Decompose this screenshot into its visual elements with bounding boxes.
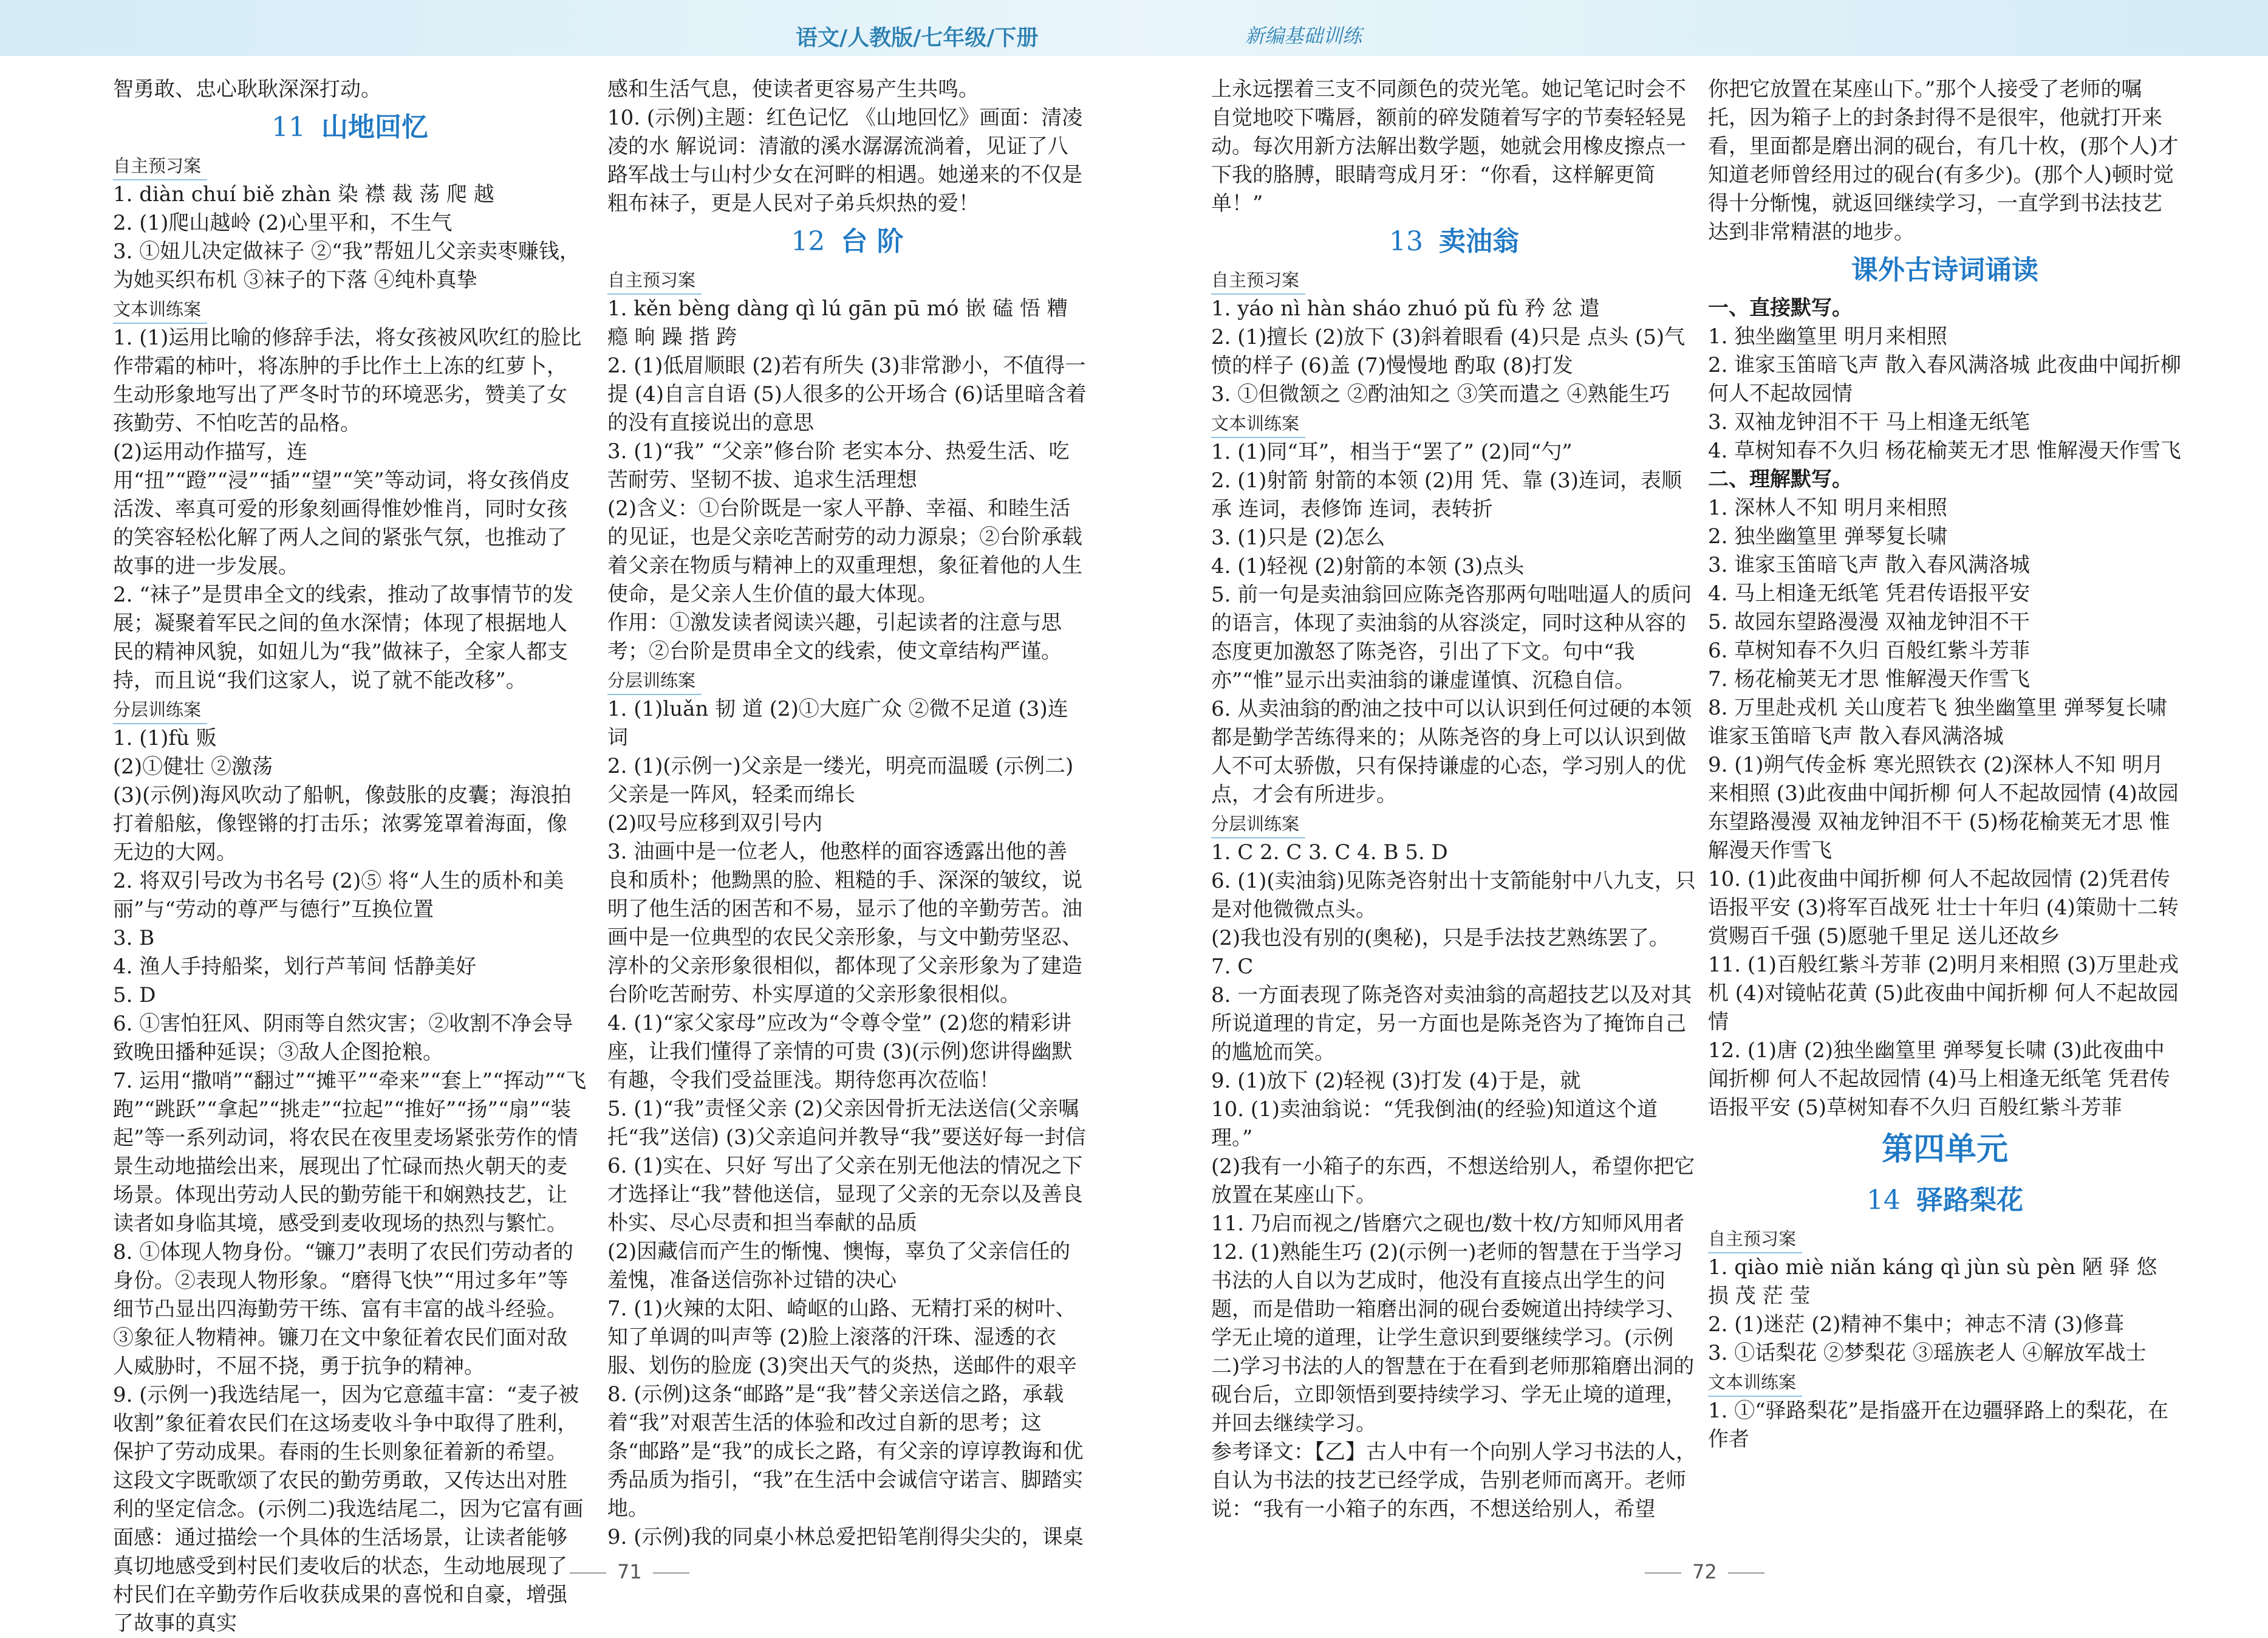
answer-line: 9. (示例)我的同桌小林总爱把铅笔削得尖尖的，课桌 — [607, 1525, 1084, 1549]
section-label: 文本训练案 — [113, 296, 207, 324]
lesson-number: 14 — [1867, 1185, 1901, 1216]
lesson-title-text: 台 阶 — [841, 226, 904, 257]
answer-line: 7. C — [1211, 954, 1254, 979]
answer-line: 6. 草树知春不久归 百般红紫斗芳菲 — [1708, 639, 2031, 663]
answer-line: 1. 独坐幽篁里 明月来相照 — [1708, 324, 1948, 349]
answer-line: 5. 前一句是卖油翁回应陈尧咨那两句咄咄逼人的质问的语言，体现了卖油翁的从容淡定，同时这种从容的态度更加激怒了陈尧咨，引出了下文。句中“我亦”“惟”显示出卖油翁的谦虚谨慎、沉稳自信。 — [1211, 583, 1692, 693]
answer-line: 2. (1)迷茫 (2)精神不集中；神志不清 (3)修葺 — [1708, 1312, 2125, 1337]
answer-line: 参考译文：【乙】古人中有一个向别人学习书法的人，自认为书法的技艺已经学成，告别老师而离开。老师说：“我有一小箱子的东西，不想送给别人，希望 — [1211, 1440, 1696, 1521]
section-label: 分层训练案 — [607, 667, 702, 695]
answer-line: 智勇敢、忠心耿耿深深打动。 — [113, 77, 381, 101]
answer-line: 8. ①体现人物身份。“镰刀”表明了农民们劳动者的身份。②表现人物形象。“磨得飞快”“用过多年”等细节凸显出四海勤劳干练、富有丰富的战斗经验。③象征人物精神。镰刀在文中象征着农民们面对敌人威胁时，不屈不挠，勇于抗争的精神。 — [113, 1240, 574, 1379]
column-4 — [1708, 75, 2182, 1454]
answer-line: 4. 草树知春不久归 杨花榆荚无才思 惟解漫天作雪飞 — [1708, 439, 2181, 463]
section-label: 文本训练案 — [1211, 410, 1305, 438]
answer-line: (2)我也没有别的(奥秘)，只是手法技艺熟练罢了。 — [1211, 926, 1670, 950]
answer-line: 5. (1)“我”责怪父亲 (2)父亲因骨折无法送信(父亲嘱托“我”送信) (3)父亲追问并教导“我”要送好每一封信 — [607, 1097, 1086, 1150]
answer-line: 9. (示例一)我选结尾一，因为它意蕴丰富：“麦子被收割”象征着农民们在这场麦收斗争中取得了胜利，保护了劳动成果。春雨的生长则象征着新的希望。这段文字既歌颂了农民的勤劳勇敢，又传达出对胜利的坚定信念。(示例二)我选结尾二，因为它富有画面感：通过描绘一个具体的生活场景，让读者能够真切地感受到村民们麦收后的状态，生动地展现了村民们在辛勤劳作后收获成果的喜悦和自豪，增强了故事的真实 — [113, 1383, 584, 1636]
answer-line: (3)(示例)海风吹动了船帆，像鼓胀的皮囊；海浪拍打着船舷，像铿锵的打击乐；浓雾笼罩着海面，像无边的大网。 — [113, 783, 572, 865]
unit-title: 第四单元 — [1881, 1131, 2008, 1168]
section-label-row — [1211, 266, 1697, 295]
section-label: 分层训练案 — [1211, 810, 1305, 838]
section-label-row — [1708, 1368, 2182, 1397]
answer-line: 2. (1)低眉顺眼 (2)若有所失 (3)非常渺小，不值得一提 (4)自言自语 (5)人很多的公开场合 (6)话里暗含着的没有直接说出的意思 — [607, 354, 1087, 435]
brand-label: 新编基础训练 — [1245, 24, 1362, 47]
answer-line: 6. (1)(卖油翁)见陈尧咨射出十支箭能射中八九支，只是对他微微点头。 — [1211, 869, 1696, 922]
answer-line: 2. (1)(示例一)父亲是一缕光，明亮而温暖 (示例二)父亲是一阵风，轻柔而绵长 — [607, 754, 1074, 807]
answer-line: 11. (1)百般红紫斗芳菲 (2)明月来相照 (3)万里赴戎机 (4)对镜帖花黄 (5)此夜曲中闻折柳 何人不起故园情 — [1708, 953, 2179, 1034]
answer-line: 2. 独坐幽篁里 弹琴复长啸 — [1708, 524, 1948, 549]
answer-line: 2. (1)射箭 射箭的本领 (2)用 凭、靠 (3)连词，表顺承 连词，表修饰 连词，表转折 — [1211, 468, 1682, 521]
section-label: 文本训练案 — [1708, 1369, 1802, 1397]
answer-line: 7. (1)火辣的太阳、崎岖的山路、无精打采的树叶、知了单调的叫声等 (2)脸上滚落的汗珠、湿透的衣服、划伤的脸庞 (3)突出天气的炎热，送邮件的艰辛 — [607, 1297, 1077, 1378]
answer-line: 3. 双袖龙钟泪不干 马上相逢无纸笔 — [1708, 410, 2031, 434]
answer-line: 12. (1)唐 (2)独坐幽篁里 弹琴复长啸 (3)此夜曲中闻折柳 何人不起故园情 (4)马上相逢无纸笔 凭君传语报平安 (5)草树知春不久归 百般红紫斗芳菲 — [1708, 1038, 2170, 1120]
answer-line: 5. 故园东望路漫漫 双袖龙钟泪不干 — [1708, 610, 2031, 634]
section-label: 自主预习案 — [607, 267, 702, 295]
answer-line: 6. (1)实在、只好 写出了父亲在别无他法的情况之下才选择让“我”替他送信，显现了父亲的无奈以及善良朴实、尽心尽责和担当奉献的品质 — [607, 1154, 1083, 1235]
section-label-row — [113, 695, 587, 724]
answer-line: 10. (1)卖油翁说：“凭我倒油(的经验)知道这个道理。” — [1211, 1097, 1658, 1150]
lesson-number: 12 — [791, 226, 825, 257]
answer-line: 7. 运用“撒哨”“翻过”“摊平”“牵来”“套上”“挥动”“飞跑”“跳跃”“拿起”“挑走”“拉起”“推好”“扬”“扇”“装起”等一系列动词，将农民在夜里麦场紧张劳作的情景生动地描绘出来，展现出了忙碌而热火朝天的麦场景。体现出劳动人民的勤劳能干和娴熟技艺，让读者如身临其境，感受到麦收现场的热烈与繁忙。 — [113, 1069, 587, 1236]
series-label: 语文/人教版/七年级/下册 — [796, 26, 1039, 50]
section-label-row — [607, 666, 1087, 695]
answer-line: 2. 将双引号改为书名号 (2)⑤ 将“人生的质朴和美丽”与“劳动的尊严与德行”互换位置 — [113, 869, 564, 922]
lesson-title — [113, 104, 587, 151]
column-3 — [1211, 75, 1697, 1524]
section-label-row — [607, 266, 1087, 295]
answer-line: 9. (1)放下 (2)轻视 (3)打发 (4)于是，就 — [1211, 1069, 1581, 1093]
answer-line: 8. 万里赴戎机 关山度若飞 独坐幽篁里 弹琴复长啸 谁家玉笛暗飞声 散入春风满洛城 — [1708, 696, 2167, 749]
answer-line: 4. 马上相逢无纸笔 凭君传语报平安 — [1708, 581, 2031, 606]
answer-line: 8. (示例)这条“邮路”是“我”替父亲送信之路，承载着“我”对艰苦生活的体验和改过自新的思考；这条“邮路”是“我”的成长之路，有父亲的谆谆教诲和优秀品质为指引，“我”在生活中会诚信守诺言、脚踏实地。 — [607, 1382, 1084, 1521]
answer-line: 1. (1)luǎn 韧 道 (2)①大庭广众 ②微不足道 (3)连词 — [607, 697, 1068, 750]
answer-line: (2)运用动作描写，连用“扭”“蹬”“浸”“插”“望”“笑”等动词，将女孩俏皮活泼、率真可爱的形象刻画得惟妙惟肖，同时女孩的笑容轻松化解了两人之间的紧张气氛，也推动了故事的进一步发展。 — [113, 440, 570, 578]
answer-line: 1. (1)运用比喻的修辞手法，将女孩被风吹红的脸比作带霜的柿叶，将冻肿的手比作土上冻的红萝卜，生动形象地写出了严冬时节的环境恶劣，赞美了女孩勤劳、不怕吃苦的品格。 — [113, 326, 582, 436]
page-number-right: 72 — [1634, 1560, 1775, 1583]
answer-line: 3. ①话梨花 ②梦梨花 ③瑶族老人 ④解放军战士 — [1708, 1341, 2147, 1365]
answer-line: 4. (1)轻视 (2)射箭的本领 (3)点头 — [1211, 554, 1525, 578]
section-heading: 一、直接默写。 — [1708, 296, 1853, 320]
section-label-row — [1211, 809, 1697, 838]
answer-line: 上永远摆着三支不同颜色的荧光笔。她记笔记时会不自觉地咬下嘴唇，额前的碎发随着写字的节奏轻轻晃动。每次用新方法解出数学题，她就会用橡皮擦点一下我的胳膊，眼睛弯成月牙：“你看，这样解更简单！” — [1211, 77, 1686, 216]
section-label-row — [1708, 1224, 2182, 1253]
answer-line: 2. “袜子”是贯串全文的线索，推动了故事情节的发展；凝聚着军民之间的鱼水深情；体现了根据地人民的精神风貌，如妞儿为“我”做袜子，全家人都支持，而且说“我们这家人，说了就不能改移”。 — [113, 583, 574, 693]
lesson-title-text: 课外古诗词诵读 — [1851, 255, 2038, 286]
answer-line: 6. 从卖油翁的酌油之技中可以认识到任何过硬的本领都是勤学苦练得来的；从陈尧咨的身上可以认识到做人不可太骄傲，只有保持谦虚的心态，学习别人的优点，才会有所进步。 — [1211, 697, 1692, 807]
answer-line: 3. (1)“我” “父亲”修台阶 老实本分、热爱生活、吃苦耐劳、坚韧不拔、追求生活理想 — [607, 439, 1070, 492]
answer-line: 3. ①但微颔之 ②酌油知之 ③笑而遣之 ④熟能生巧 — [1211, 382, 1670, 406]
answer-line: 你把它放置在某座山下。”那个人接受了老师的嘱托，因为箱子上的封条封得不是很牢，他就打开来看，里面都是磨出洞的砚台，有几十枚，(那个人)才知道老师曾经用过的砚台(有多少)。(那个人)顿时觉得十分惭愧，就返回继续学习，一直学到书法技艺达到非常精湛的地步。 — [1708, 77, 2179, 244]
lesson-title-text: 驿路梨花 — [1916, 1185, 2023, 1216]
answer-line: 1. (1)fù 贩 — [113, 726, 217, 750]
page-header-band — [0, 0, 2268, 56]
answer-line: (2)我有一小箱子的东西，不想送给别人，希望你把它放置在某座山下。 — [1211, 1154, 1695, 1207]
lesson-title — [1708, 247, 2182, 294]
answer-line: 感和生活气息，使读者更容易产生共鸣。 — [607, 77, 979, 101]
answer-line: (2)含义：①台阶既是一家人平静、幸福、和睦生活的见证，也是父亲吃苦耐劳的动力源泉；②台阶承载着父亲在物质与精神上的双重理想，象征着他的人生使命，是父亲人生价值的最大体现。 — [607, 496, 1082, 606]
section-label: 分层训练案 — [113, 696, 207, 724]
column-1 — [113, 75, 587, 1638]
answer-line: (2)叹号应移到双引号内 — [607, 811, 823, 835]
lesson-title-text: 卖油翁 — [1439, 226, 1519, 257]
section-label-row — [113, 151, 587, 180]
answer-line: 2. (1)擅长 (2)放下 (3)斜着眼看 (4)只是 点头 (5)气愤的样子 (6)盖 (7)慢慢地 酌取 (8)打发 — [1211, 325, 1686, 378]
answer-line: 1. diàn chuí biě zhàn 染 襟 裁 荡 爬 越 — [113, 182, 494, 207]
answer-line: 5. D — [113, 983, 156, 1007]
answer-line: 10. (示例)主题：红色记忆 《山地回忆》画面：清凌凌的水 解说词：清澈的溪水潺潺流淌着，见证了八路军战士与山村少女在河畔的相遇。她递来的不仅是粗布袜子，更是人民对子弟兵炽热的爱！ — [607, 106, 1083, 216]
answer-line: 3. ①妞儿决定做袜子 ②“我”帮妞儿父亲卖枣赚钱，为她买织布机 ③袜子的下落 ④纯朴真挚 — [113, 239, 580, 292]
lesson-title — [607, 218, 1087, 266]
answer-line: 6. ①害怕狂风、阴雨等自然灾害；②收割不净会导致晚田播种延误；③敌人企图抢粮。 — [113, 1012, 573, 1064]
answer-line: 1. C 2. C 3. C 4. B 5. D — [1211, 840, 1448, 865]
answer-line: 2. 谁家玉笛暗飞声 散入春风满洛城 此夜曲中闻折柳 何人不起故园情 — [1708, 353, 2181, 406]
answer-line: 1. kěn bèng dàng qì lú gān pū mó 嵌 磕 悟 糟 瘾 晌 躁 揩 跨 — [607, 296, 1068, 349]
lesson-number: 11 — [272, 112, 306, 143]
answer-line: 8. 一方面表现了陈尧咨对卖油翁的高超技艺以及对其所说道理的肯定，另一方面也是陈尧咨为了掩饰自己的尴尬而笑。 — [1211, 983, 1692, 1064]
answer-line: 1. (1)同“耳”，相当于“罢了” (2)同“勺” — [1211, 440, 1573, 464]
answer-line: 9. (1)朔气传金柝 寒光照铁衣 (2)深林人不知 明月来相照 (3)此夜曲中闻折柳 何人不起故园情 (4)故园东望路漫漫 双袖龙钟泪不干 (5)杨花榆荚无才思 惟解漫天作雪飞 — [1708, 753, 2179, 863]
answer-line: 1. 深林人不知 明月来相照 — [1708, 496, 1948, 520]
section-label: 自主预习案 — [1708, 1225, 1802, 1253]
section-heading: 二、理解默写。 — [1708, 467, 1853, 492]
answer-line: 3. B — [113, 926, 155, 950]
answer-line: 4. 渔人手持船桨，划行芦苇间 恬静美好 — [113, 954, 477, 979]
section-label-row — [1211, 409, 1697, 438]
answer-line: 2. (1)爬山越岭 (2)心里平和，不生气 — [113, 211, 453, 235]
answer-line: 1. qiào miè niǎn káng qì jùn sù pèn 陋 驿 悠 损 茂 茫 莹 — [1708, 1255, 2157, 1308]
section-label-row — [113, 295, 587, 324]
section-label: 自主预习案 — [1211, 267, 1305, 295]
lesson-title — [1211, 218, 1697, 266]
answer-line: (2)因藏信而产生的惭愧、懊悔，辜负了父亲信任的羞愧，准备送信弥补过错的决心 — [607, 1239, 1071, 1292]
answer-line: 1. ①“驿路梨花”是指盛开在边疆驿路上的梨花，在作者 — [1708, 1399, 2169, 1451]
section-label: 自主预习案 — [113, 152, 207, 180]
answer-line: 3. 油画中是一位老人，他憨样的面容透露出他的善良和质朴；他黝黑的脸、粗糙的手、深深的皱纹，说明了他生活的困苦和不易，显示了他的辛勤劳苦。油画中是一位典型的农民父亲形象，与文中勤劳坚忍、淳朴的父亲形象很相似，都体现了父亲形象为了建造台阶吃苦耐劳、朴实厚道的父亲形象很相似。 — [607, 840, 1082, 1007]
answer-line: 7. 杨花榆荚无才思 惟解漫天作雪飞 — [1708, 667, 2031, 691]
column-2 — [607, 75, 1087, 1552]
lesson-number: 13 — [1389, 226, 1423, 257]
answer-line: 3. (1)只是 (2)怎么 — [1211, 526, 1385, 550]
answer-line: 10. (1)此夜曲中闻折柳 何人不起故园情 (2)凭君传语报平安 (3)将军百战死 壮士十年归 (4)策勋十二转 赏赐百千强 (5)愿驰千里足 送儿还故乡 — [1708, 867, 2179, 948]
answer-line: 4. (1)“家父家母”应改为“令尊令堂” (2)您的精彩讲座，让我们懂得了亲情的可贵 (3)(示例)您讲得幽默有趣，令我们受益匪浅。期待您再次莅临！ — [607, 1011, 1073, 1092]
answer-line: 11. 乃启而视之/皆磨穴之砚也/数十枚/方知师风用者 — [1211, 1211, 1685, 1236]
answer-line: 作用：①激发读者阅读兴趣，引起读者的注意与思考；②台阶是贯串全文的线索，使文章结构严谨。 — [607, 611, 1062, 663]
page-number-left: 71 — [559, 1560, 700, 1583]
answer-line: 1. yáo nì hàn sháo zhuó pǔ fù 矜 忿 遣 — [1211, 296, 1600, 321]
lesson-title-text: 山地回忆 — [321, 112, 428, 143]
answer-line: (2)①健壮 ②激荡 — [113, 755, 273, 779]
lesson-title — [1708, 1177, 2182, 1224]
answer-line: 12. (1)熟能生巧 (2)(示例一)老师的智慧在于当学习书法的人自以为艺成时，他没有直接点出学生的问题，而是借助一箱磨出洞的砚台委婉道出持续学习、学无止境的道理，让学生意识到要继续学习。(示例二)学习书法的人的智慧在于在看到老师那箱磨出洞的砚台后，立即领悟到要持续学习、学无止境的道理，并回去继续学习。 — [1211, 1240, 1695, 1436]
answer-line: 3. 谁家玉笛暗飞声 散入春风满洛城 — [1708, 553, 2031, 577]
